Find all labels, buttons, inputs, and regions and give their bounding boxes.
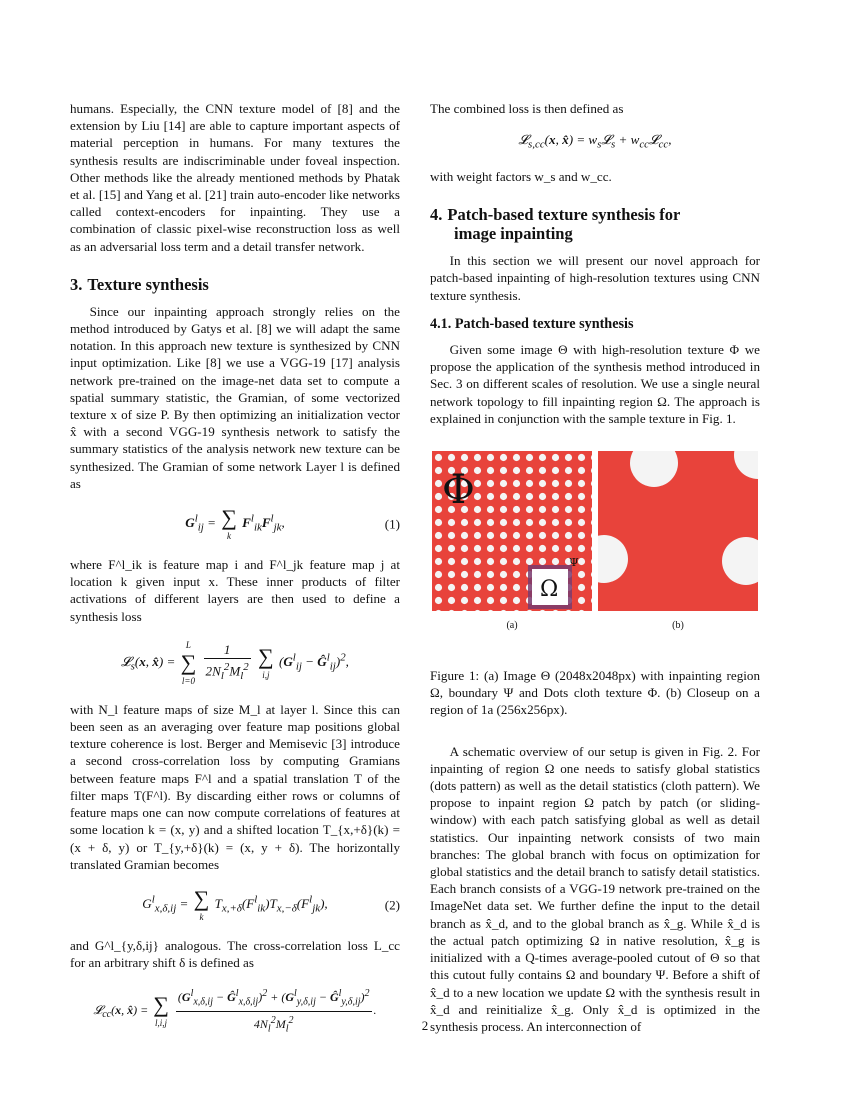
equation-2: $G^l_{x,\delta,ij}$ = ∑ k $T_{x,+\delta}(F^l_{ik})T_{x,-\delta}(F^l_{jk})$, (2) <box>142 885 400 922</box>
phi-label: Φ <box>442 467 475 514</box>
figure-1 <box>430 451 760 661</box>
figure-1a-dots-texture <box>432 451 592 611</box>
paragraph-cc-loss: and G^l_{y,δ,ij} analogous. The cross-correlation loss L_cc for an arbitrary shift δ is defined as <box>70 937 400 971</box>
section-4-heading: 4. Patch-based texture synthesis for image inpainting <box>430 205 681 244</box>
figure-1b-label: (b) <box>672 620 684 632</box>
omega-label: Ω <box>540 577 559 603</box>
paragraph-combined-loss: The combined loss is then defined as <box>430 101 624 116</box>
page-number: 2 <box>421 1018 429 1033</box>
paragraph-intro-end: humans. Especially, the CNN texture model of [8] and the extension by Liu [14] are able to capture important aspects of material perception in humans. For many textures the synthesis results are indiscriminable under foveal inspection. Other methods like the already mentioned methods by Phatak et al. [15] and Yang et al. [21] train auto-encoder like networks called context-encoders for inpainting. They use a combination of classic pixel-wise reconstruction loss as well as an adversarial loss term and a detail transfer network. <box>70 101 400 254</box>
subsection-4-1-heading: 4.1. Patch-based texture synthesis <box>430 315 634 332</box>
psi-label: Ψ <box>569 556 579 570</box>
paragraph-texture-synthesis: Since our inpainting approach strongly relies on the method introduced by Gatys et al. [8] we will adapt the same notation. In this approach new texture is synthesized by CNN input optimization. Like [8] we use a VGG-19 [17] analysis network pre-trained on the image-net data set to compute a spatial summary statistic, the Gramian, of some vectorized texture x of size P. By then optimizing an initialization vector x̂ with a second VGG-19 synthesis network to satisfy the summary statistics of the analysis network new texture can be synthesized. The Gramian of some network Layer l is defined as <box>70 303 400 491</box>
equation-1: $G^l_{ij}$ = ∑ k $F^l_{ik}F^l_{jk}$, (1) <box>185 505 400 542</box>
left-column <box>70 100 400 1052</box>
equation-2-number: (2) <box>384 897 400 913</box>
paragraph-feature-maps: where F^l_ik is feature map i and F^l_jk feature map j at location k given input x. These inner products of filter activations of different layers are then used to define a synthesis loss <box>70 557 400 624</box>
equation-cc-loss: 𝓛$_{cc}$(x, x̂) = ∑ l,i,j $\frac{(G^l_{x,\delta,ij} - Ĝ^l_{x,\delta,ij})^2 + (G^l_{y,\delta,ij} - Ĝ^l_{y,\delta,ij})^2}{4N_l^2M_l^2}$ . <box>70 985 400 1037</box>
figure-1a-label: (a) <box>506 620 518 632</box>
figure-1b-closeup <box>598 451 758 611</box>
paragraph-schematic-overview: A schematic overview of our setup is given in Fig. 2. For inpainting of region Ω one needs to satisfy global statistics (dots pattern) as well as the detail statistics (cloth pattern). We propose to inpaint region Ω patch by patch (or sliding-window) with each patch satisfying global as well as detail statistics. Our inpainting network consists of two main branches: The global branch with focus on optimization for global statistics and the detail branch to satisfy detail statistics. Each branch consists of a VGG-19 network pre-trained on the ImageNet data set. We further define the input to the detail branch as x̂_d, and to the global branch as x̂_g. While x̂_d is the actual patch optimizing Ω in native resolution, x̂_g is initialized with a Q-times average-pooled cutout of Θ so that this cutout fully contains Ω and boundary Ψ. Before a shift of x̂_d to a new location we update Ω with the synthesis result in x̂_d and reinitialize x̂_g. Only x̂_d is optimized in the synthesis process. An interconnection of <box>430 743 760 1034</box>
paragraph-weight-factors: with weight factors w_s and w_cc. <box>430 169 612 185</box>
equation-synthesis-loss: 𝓛$_s$(x, x̂) = L ∑ l=0 $\frac{1}{2N_l^2M_l^2}$ ∑ i,j ($G^l_{ij}$ − $Ĝ^l_{ij})^2$, <box>121 639 349 686</box>
section-3-heading: 3. Texture synthesis <box>70 274 209 294</box>
equation-1-number: (1) <box>384 516 400 532</box>
right-column <box>430 100 760 1035</box>
equation-combined-loss: 𝓛$_{s,cc}$(x, x̂) = $w_s𝓛_s$ + $w_{cc}𝓛_{cc}$, <box>518 132 672 151</box>
figure-1-caption: Figure 1: (a) Image Θ (2048x2048px) with inpainting region Ω, boundary Ψ and Dots cloth texture Φ. (b) Closeup on a region of 1a (256x256px). <box>430 668 760 718</box>
paragraph-section-4-intro: In this section we will present our novel approach for patch-based inpainting of high-resolution textures using CNN texture synthesis. <box>430 253 760 303</box>
paragraph-patch-based: Given some image Θ with high-resolution texture Φ we propose the application of the synthesis method introduced in Sec. 3 on different scales of resolution. We use a single neural network topology to fill inpainting region Ω. The approach is explained in conjunction with the sample texture in Fig. 1. <box>430 342 760 426</box>
paragraph-cross-correlation: with N_l feature maps of size M_l at layer l. Since this can been seen as an averaging over feature map positions global texture coherence is lost. Berger and Memisevic [3] introduce a second cross-correlation loss by computing Gramians between feature maps F^l and a spatial translation T of the filter maps T(F^l). By discarding either rows or columns of feature maps one can now compute correlations of features at some location k = (x, y) and a shifted location T_{x,+δ}(k) = (x + δ, y) or T_{y,+δ}(k) = (x, y + δ). The horizontally translated Gramian becomes <box>70 701 400 872</box>
